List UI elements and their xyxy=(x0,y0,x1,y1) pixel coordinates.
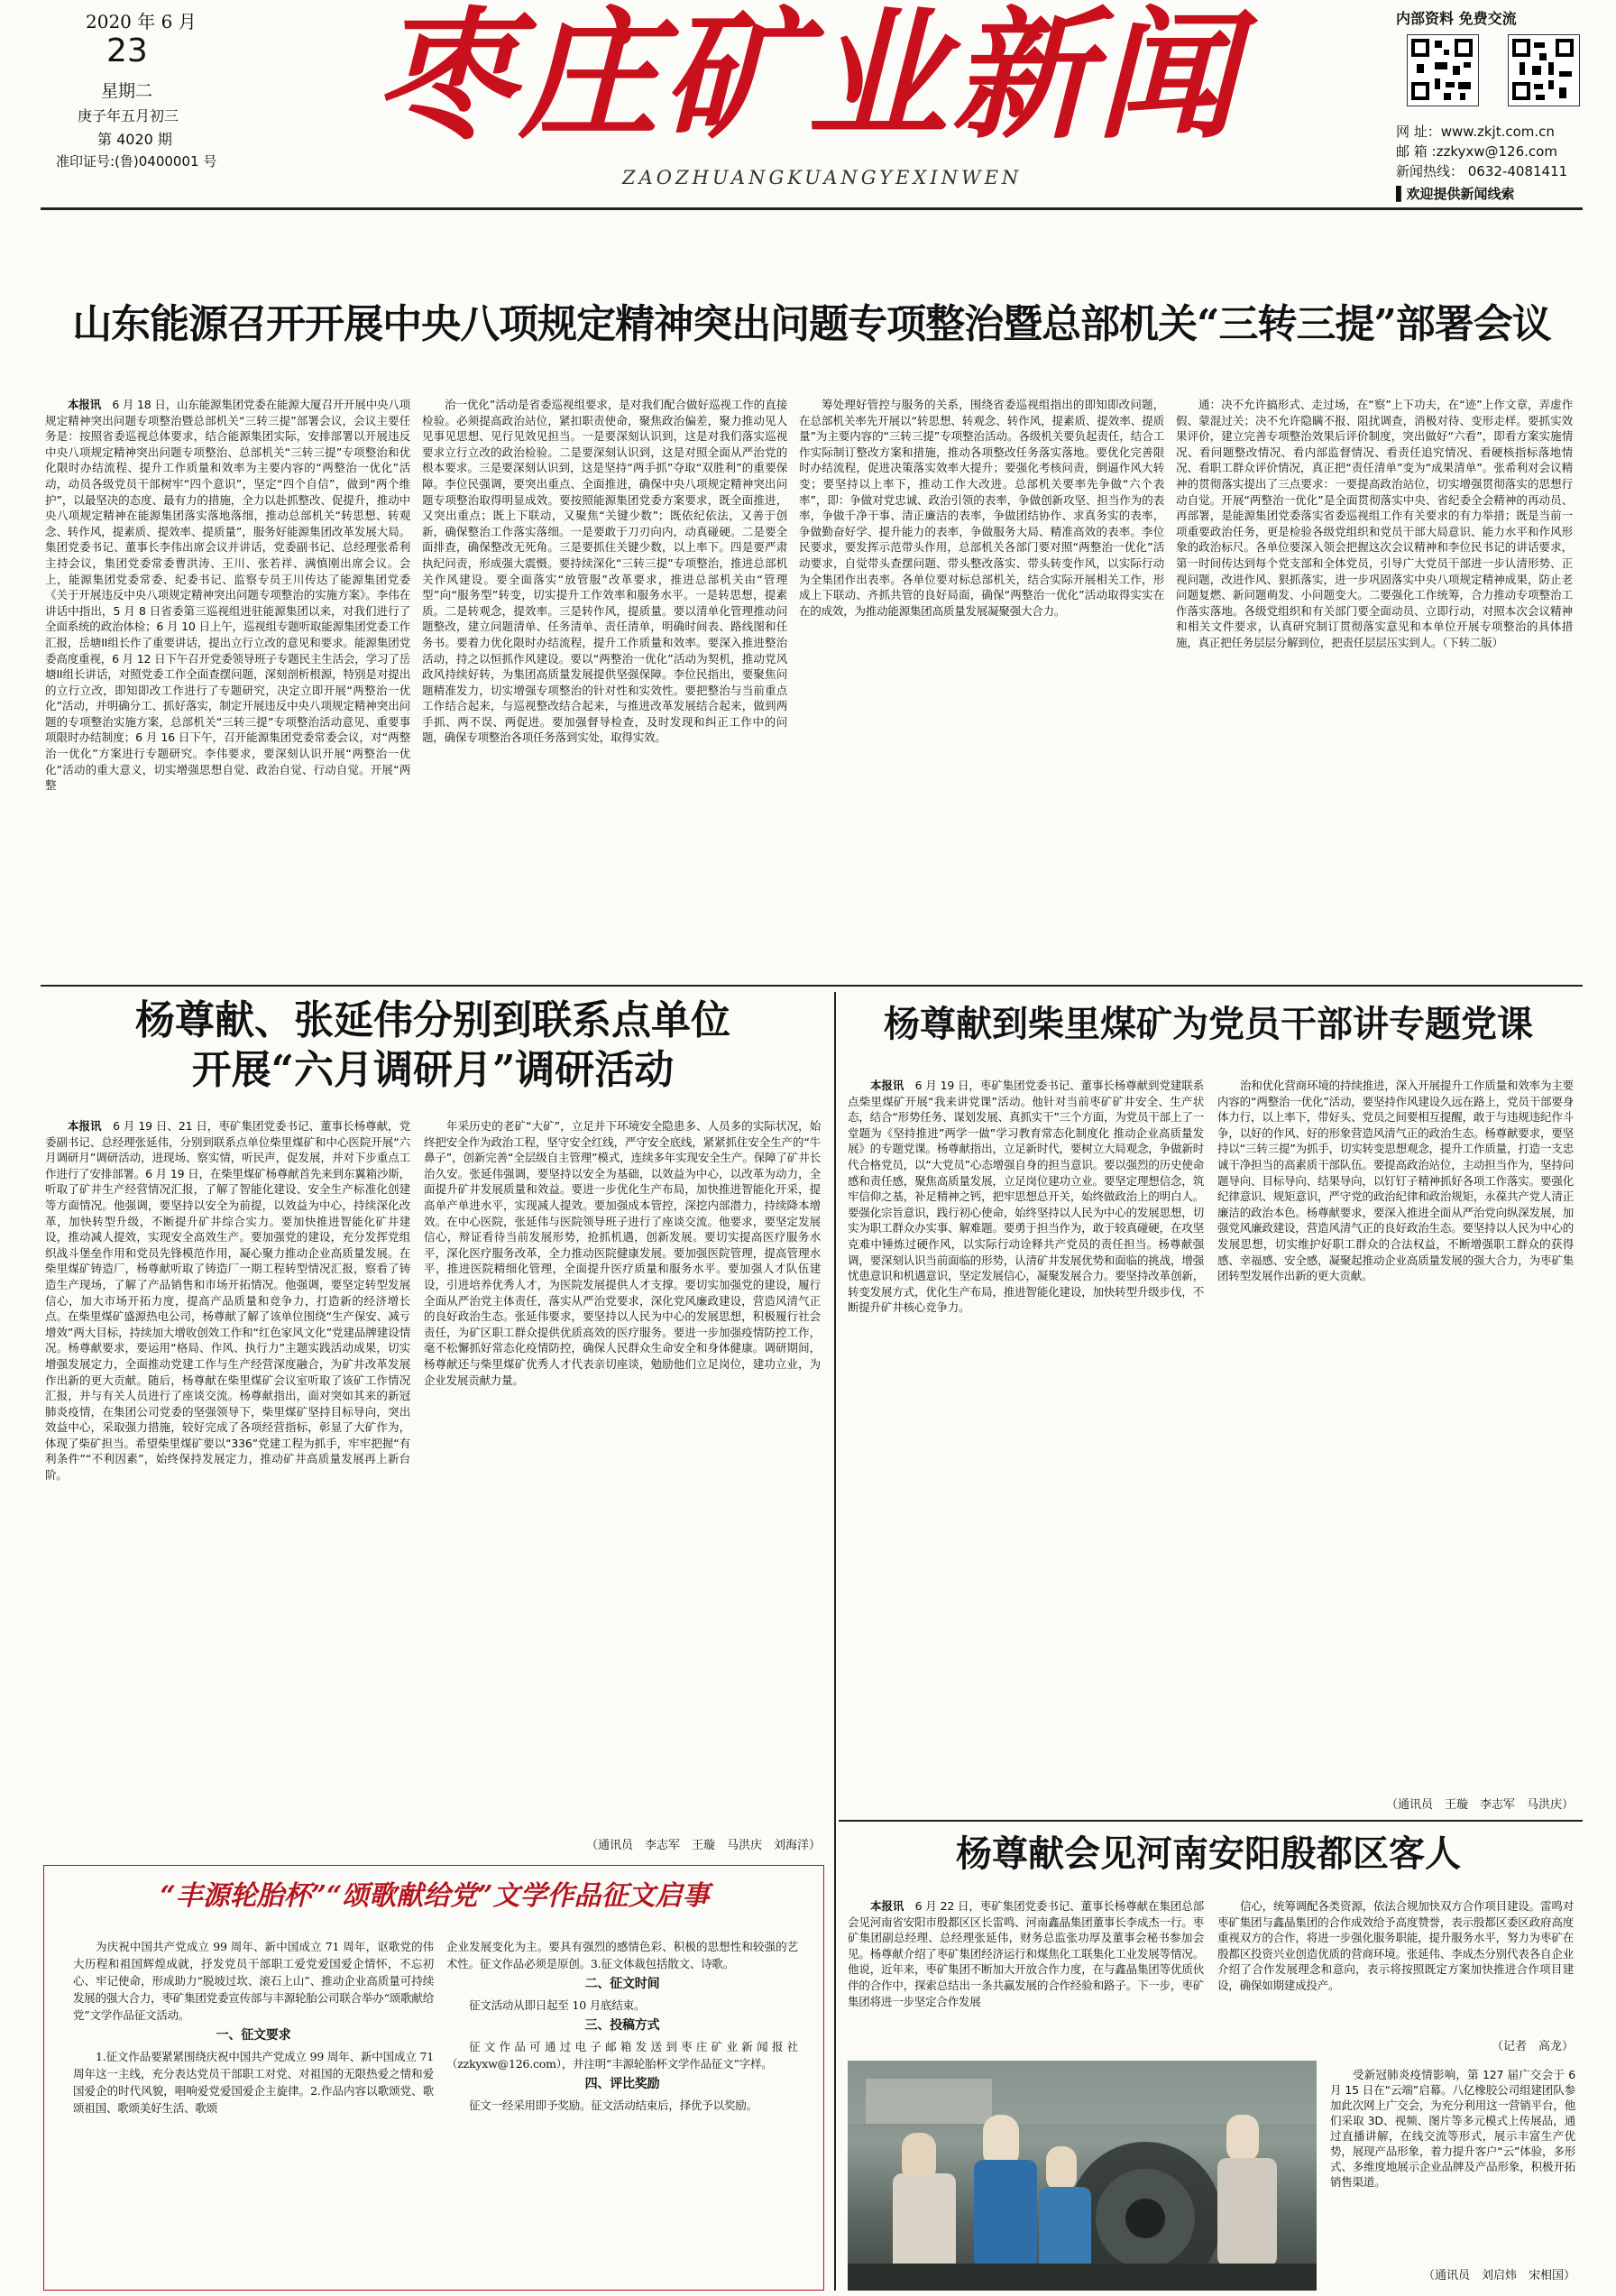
lead-text-4: 通：决不允许搞形式、走过场，在“察”上下功夫，在“迹”上作文章，弄虚作假、蒙混过关；决不允许隐瞒不报、阻扰调查，消极对待、变形走样。要抓实效果评价，建立完善专项整治效果后评价制度，突出做好“六看”，即看方案实施情况、看问题整改情况、看内部监督情况、看责任追究情况、看硬核指标落地情况、看职工群众评价情况，真正把“责任清单”变为“成果清单”。张希利对会议精神的贯彻落实提出了三点要求：一要提高政治站位，切实增强贯彻落实的思想行动自觉。开展“两整治一优化”是全面贯彻落实中央、省纪委全会精神的再动员、再部署，是能源集团党委落实省委巡视组工作有关要求的有力举措；既是当前一项重要政治任务，更是检验各级党组织和党员干部大局意识、能力水平和作风形象的政治标尺。各单位要深入领会把握这次会议精神和李位民书记的讲话要求，第一时间传达到每个党支部和全体党员，引导广大党员干部进一步认清形势、正视问题，改进作风、狠抓落实，进一步巩固落实中央八项规定精神成果，防止老问题复燃、新问题萌发、小问题变大。二要强化工作统筹，合力推动专项整治工作落实落地。各级党组织和有关部门要全面动员、立即行动，对照本次会议精神和相关文件要求，认真研究制订贯彻落实意见和本单位开展专项整治的具体措施，真正把任务层层分解到位，把责任层层压实到人。（下转二版） xyxy=(1176,398,1573,649)
contest-column-1 xyxy=(73,1938,434,2281)
contest-sec3-title: 三、投稿方式 xyxy=(584,2018,660,2033)
right2-column-2 xyxy=(1217,1898,1574,2034)
welcome-tips: ▌欢迎提供新闻线索 xyxy=(1396,186,1515,202)
right2-text-1: 6 月 22 日，枣矿集团党委书记、董事长杨尊献在集团总部会见河南省安阳市殷都区区长雷鸣、河南鑫晶集团董事长李成杰一行。枣矿集团副总经理、总经理张延伟，财务总监张功厚及董事会秘书参加会见。杨尊献介绍了枣矿集团经济运行和煤焦化工联集化工业发展等情况。他说，近年来，枣矿集团不断加大开放合作力度，在与鑫晶集团等优质伙伴的合作中，探索总结出一条共赢发展的合作经验和路子。下一步，枣矿集团将进一步坚定合作发展 xyxy=(848,1899,1204,2008)
lunar-date: 庚子年五月初三 xyxy=(78,107,179,124)
contest-sec3-body: 征文作品可通过电子邮箱发送到枣庄矿业新闻报社（zzkyxw@126.com），并注明“丰源轮胎杯文学作品征文”字样。 xyxy=(446,2040,798,2071)
left-headline-line2: 开展“六月调研月”调研活动 xyxy=(191,1047,675,1093)
contest-sec2-body: 征文活动从即日起至 10 月底结束。 xyxy=(469,1998,646,2012)
newspaper-title: 枣庄矿业新闻 xyxy=(374,0,1240,158)
contest-sec4-body: 征文一经采用即予奖励。征文活动结束后，择优予以奖励。 xyxy=(469,2099,758,2112)
website: 网 址：www.zkjt.com.cn xyxy=(1396,124,1555,140)
contest-title: “丰源轮胎杯”“颂歌献给党”文学作品征文启事 xyxy=(160,1880,710,1912)
left-text-1: 6 月 19 日、21 日，枣矿集团党委书记、董事长杨尊献，党委副书记、总经理张延伟，分别到联系点单位柴里煤矿和中心医院开展“六月调研月”调研活动，进现场、察实情，听民声，促发展，并对下步重点工作进行了安排部署。6 月 19 日，在柴里煤矿杨尊献首先来到东翼箱沙斯，听取了矿井生产经营情况汇报，了解了智能化建设、安全生产标准化创建等方面情况。他强调，要坚持以安全为前提，以效益为中心，持续深化改革，加快转型升级，不断提升矿井综合实力。要加快推进智能化矿井建设，推动减人提效，实现安全高效生产。要加强党的建设，充分发挥党组织战斗堡垒作用和党员先锋模范作用，凝心聚力推动企业高质量发展。在柴里煤矿铸造厂，杨尊献听取了铸造厂一期工程转型情况汇报，察看了铸造生产现场，了解了产品销售和市场开拓情况。他强调，要坚定转型发展信心，加大市场开拓力度，提高产品质量和竞争力，打造新的经济增长点。在柴里煤矿盛源热电公司，杨尊献了解了该单位围绕“生产保安、减亏增效”两大目标，持续加大增收创效工作和“红色家风文化”党建品牌建设情况。杨尊献要求，要运用“格局、作风、执行力”主题实践活动成果，切实增强发展定力，全面推动党建工作与生产经营深度融合，为矿井改革发展作出新的更大贡献。随后，杨尊献在柴里煤矿会议室听取了该矿工作情况汇报，并与有关人员进行了座谈交流。杨尊献指出，面对突如其来的新冠肺炎疫情，在集团公司党委的坚强领导下，柴里煤矿坚持目标导向，突出效益中心，采取强力措施，较好完成了各项经营指标，彰显了大矿作为，体现了柴矿担当。希望柴里煤矿要以“336”党建工程为抓手，牢牢把握“有利条件”“不利因素”，始终保持发展定力，推动矿井高质量发展再上新台阶。 xyxy=(45,1119,410,1483)
lead-headline: 山东能源召开开展中央八项规定精神突出问题专项整治暨总部机关“三转三提”部署会议 xyxy=(72,301,1551,347)
lead-bottom-rule xyxy=(41,985,1583,987)
photo-caption-text: 受新冠肺炎疫情影响，第 127 届广交会于 6 月 15 日在“云端”启幕。八亿橡胶公司组建团队参加此次网上广交会，为充分利用这一营销平台，他们采取 3D、视频、图片等多元模式上传展品，通过直播讲解，在线交流等形式，展示丰富生产优势，展现产品形象，着力提升客户“云”体验，多形式、多维度地展示企业品牌及产品形象，积极开拓销售渠道。 xyxy=(1330,2068,1575,2189)
contest-intro: 为庆祝中国共产党成立 99 周年、新中国成立 71 周年，讴歌党的伟大历程和祖国辉煌成就，抒发党员干部职工爱党爱国爱企情怀，不忘初心、牢记使命，形成助力“脱坡过坎、滚石上山”、推动企业高质量可持续发展的强大合力，枣矿集团党委宣传部与丰源轮胎公司联合举办“颂歌献给党”文学作品征文活动。 xyxy=(73,1940,434,2022)
right2-credit: （记者 高龙） xyxy=(1491,2040,1574,2053)
title-pinyin: ZAOZHUANGKUANGYEXINWEN xyxy=(622,167,1023,188)
right1-column-2 xyxy=(1217,1078,1574,1790)
email: 邮 箱 :zzkyxw@126.com xyxy=(1396,143,1557,160)
right1-text-1: 6 月 19 日，枣矿集团党委书记、董事长杨尊献到党建联系点柴里煤矿开展“我来讲党课”活动。他针对当前枣矿矿井安全、生产状态，结合“形势任务、谋划发展、真抓实干”三个方面，为党员干部上了一堂题为《坚持推进”两学一做”学习教育常态化制度化 推动企业高质量发展》的专题党课。杨尊献指出，立足新时代，要树立大局观念，争做新时代合格党员，以“大党员”心态增强自身的担当意识。要以强烈的历史使命感和责任感，聚焦高质量发展，立足岗位建功立业。要坚定理想信念，筑牢信仰之基，补足精神之钙，把牢思想总开关，始终做政治上的明白人。要强化宗旨意识，践行初心使命，始终坚持以人民为中心的发展思想，切实为职工群众办实事、解难题。要勇于担当作为，敢于较真碰硬，在攻坚克难中锤炼过硬作风，以实际行动诠释共产党员的责任担当。杨尊献强调，要深刻认识当前面临的形势，认清矿井发展优势和面临的挑战，增强忧患意识和机遇意识，坚定发展信心，凝聚发展合力。要坚持改革创新，转变发展方式，优化生产布局，推进智能化建设，加快转型升级步伐，不断提升矿井核心竞争力。 xyxy=(848,1079,1204,1315)
right1-credit: （通讯员 王璇 李志军 马洪庆） xyxy=(1385,1798,1574,1812)
lead-text-1: 6 月 18 日，山东能源集团党委在能源大厦召开开展中央八项规定精神突出问题专项整治暨总部机关“三转三提”部署会议，会议主要任务是：按照省委巡视总体要求，结合能源集团实际，安排部署以开展违反中央八项规定精神突出问题专项整治、总部机关“三转三提”专项整治和优化限时办结流程、提升工作质量和效率为主要内容的“两整治一优化”活动，动员各级党员干部树牢“四个意识”，坚定“四个自信”，做到“两个维护”，以最坚决的态度、最有力的措施，全力以赴抓整改、促提升，推动中央八项规定精神在能源集团落实落地落细，推动总部机关“转思想、转观念、转作风，提素质、提效率、提质量”，服务好能源集团改革发展大局。集团党委书记、董事长李伟出席会议并讲话，党委副书记、总经理张希利主持会议，集团党委常委曹洪涛、王川、张若祥、满慎刚出席会议。会上，能源集团党委常委、纪委书记、监察专员王川传达了能源集团党委《关于开展违反中央八项规定精神突出问题专项整治的实施方案》。李伟在讲话中指出，5 月 8 日省委第三巡视组进驻能源集团以来，对我们进行了全面系统的政治体检；6 月 10 日上午，巡视组专题听取能源集团党委工作汇报，岳塘II组长作了重要讲话，提出立行立改的意见和要求。能源集团党委高度重视，6 月 12 日下午召开党委领导班子专题民主生活会，学习了岳塘II组长讲话，对照党委工作全面查摆问题，深刻剖析根源，特别是对提出的立行立改，即知即改工作进行了专题研究，决定立即开展“两整治一优化”活动，并明确分工、抓好落实，制定开展违反中央八项规定精神突出问题的专项整治实施方案，总部机关“三转三提”专项整治活动意见、重要事项限时办结制度；6 月 16 日下午，召开能源集团党委常委会议，对“两整治一优化”方案进行专题研究。李伟要求，要深刻认识开展“两整治一优化”活动的重大意义，切实增强思想自觉、政治自觉、行动自觉。开展“两整 xyxy=(45,398,410,793)
factory-photo xyxy=(848,2061,1317,2291)
lead-column-4 xyxy=(1176,397,1573,969)
contest-notice xyxy=(43,1865,824,2291)
right2-byline: 本报讯 xyxy=(870,1899,904,1913)
contest-sec2-title: 二、征文时间 xyxy=(584,1977,660,1991)
lead-text-3: 筹处理好管控与服务的关系，围绕省委巡视组指出的即知即改问题，在总部机关率先开展以“转思想、转观念、转作风，提素质、提效率、提质量”为主要内容的“三转三提”专项整治活动。各级机关要负起责任，结合工作实际制订整改方案和措施，推动各项整改任务落实落地。要优化完善限时办结流程，促进决策落实效率大提升；要强化考核问责，倒逼作风大转变；要坚持以上率下，推动工作大改进。总部机关要率先争做“六个表率”，即：争做对党忠诚、政治引领的表率，争做创新攻坚、担当作为的表率，争做千净干事、清正廉洁的表率，争做团结协作、求真务实的表率，争做勤奋好学、提升能力的表率，争做服务大局、精准高效的表率。李位民要求，要发挥示范带头作用，总部机关各部门要对照“两整治一优化”活动要求，自觉带头查摆问题、带头整改落实、带头转变作风，以实际行动为全集团作出表率。各单位要对标总部机关，结合实际开展相关工作，形成上下联动、齐抓共管的良好局面，确保“两整治一优化”活动取得实实在在的成效，为推动能源集团高质量发展凝聚强大合力。 xyxy=(799,398,1164,618)
issue-number: 第 4020 期 xyxy=(97,131,172,148)
date-year-month: 2020 年 6 月 xyxy=(86,11,197,32)
lead-byline: 本报讯 xyxy=(68,398,102,411)
lead-column-1 xyxy=(45,397,410,969)
contest-sec1-cont: 企业发展变化为主。要具有强烈的感情色彩、积极的思想性和较强的艺术性。征文作品必须是原创。3.征文体裁包括散文、诗歌。 xyxy=(446,1940,798,1970)
contest-sec1-title: 一、征文要求 xyxy=(216,2028,291,2043)
right1-headline: 杨尊献到柴里煤矿为党员干部讲专题党课 xyxy=(884,1003,1533,1045)
contest-sec4-title: 四、评比奖励 xyxy=(584,2077,660,2091)
left-byline: 本报讯 xyxy=(68,1119,102,1133)
right1-text-2: 治和优化营商环境的持续推进，深入开展提升工作质量和效率为主要内容的“两整治一优化”活动，要坚持作风建设久远在路上，党员干部要身体力行，以上率下，带好头、党员之间要相互提醒，敢于与违规违纪作斗争，以好的作风、好的形象营造风清气正的政治生态。杨尊献要求，要坚持以“三转三提”为抓手，切实转变思想观念，提升工作质量，打造一支忠诚干净担当的高素质干部队伍。要提高政治站位，主动担当作为，坚持问题导向、目标导向、结果导向，以钉钉子精神抓好各项工作落实。要强化纪律意识、规矩意识，严守党的政治纪律和政治规矩，永葆共产党人清正廉洁的政治本色。杨尊献要求，要深入推进全面从严治党向纵深发展，加强党风廉政建设，营造风清气正的良好政治生态。要坚持以人民为中心的发展思想，切实维护好职工群众的合法权益，不断增强职工群众的获得感、幸福感、安全感，凝聚起推动企业高质量发展的强大合力，为枣矿集团转型发展作出新的更大贡献。 xyxy=(1217,1079,1574,1283)
date-day: 23 xyxy=(106,32,148,69)
weekday: 星期二 xyxy=(101,81,153,101)
right1-column-1 xyxy=(848,1078,1204,1813)
left-credit: （通讯员 李志军 王璇 马洪庆 刘海洋） xyxy=(585,1839,821,1852)
news-hotline: 新闻热线： 0632-4081411 xyxy=(1396,163,1568,179)
left-text-2: 年采历史的老矿“大矿”，立足并下环境安全隐患多、人员多的实际状况，始终把安全作为政治工程，坚守安全红线，严守安全底线，紧紧抓住安全生产的“牛鼻子”，创新完善“全层级自主管理”模式，连续多年实现安全生产。保障了矿井长治久安。张延伟强调，要坚持以安全为基础，以效益为中心，以改革为动力，全面提升矿井发展质量和效益。要进一步优化生产布局，加快推进智能化开采，提高单产单进水平，实现减人提效。要加强成本管控，深挖内部潜力，持续降本增效。在中心医院，张延伟与医院领导班子进行了座谈交流。他要求，要坚定发展信心，辩证看待当前发展形势，抢抓机遇，创新发展。要切实提高医疗服务水平，深化医疗服务改革，全力推动医院健康发展。要加强医院管理，提高管理水平，推进医院精细化管理，全面提升医疗质量和服务水平。要加强人才队伍建设，引进培养优秀人才，为医院发展提供人才支撑。要切实加强党的建设，履行全面从严治党主体责任，落实从严治党要求，深化党风廉政建设，营造风清气正的良好政治生态。张延伟要求，要坚持以人民为中心的发展思想，积极履行社会责任，为矿区职工群众提供优质高效的医疗服务。要进一步加强疫情防控工作，毫不松懈抓好常态化疫情防控，确保人民群众生命安全和身体健康。调研期间，杨尊献还与柴里煤矿优秀人才代表亲切座谈，勉励他们立足岗位，建功立业，为企业发展贡献力量。 xyxy=(424,1119,821,1387)
lead-column-3 xyxy=(799,397,1164,969)
right2-column-1 xyxy=(848,1898,1204,2056)
qr-code-wechat xyxy=(1407,34,1479,106)
contest-column-2 xyxy=(446,1938,798,2281)
right1-byline: 本报讯 xyxy=(870,1079,904,1092)
left-headline-line1: 杨尊献、张延伟分别到联系点单位 xyxy=(135,997,730,1043)
center-divider xyxy=(834,992,836,2291)
photo-caption xyxy=(1330,2067,1575,2261)
contest-sec1-body: 1.征文作品要紧紧围绕庆祝中国共产党成立 99 周年、新中国成立 71 周年这一主线，充分表达党员干部职工对党、对祖国的无限热爱之情和爱国爱企的时代风貌，唱响爱党爱国爱企主旋律。2.作品内容以歌颂党、歌颂祖国、歌颂美好生活、歌颂 xyxy=(73,2050,434,2115)
right2-headline: 杨尊献会见河南安阳殷都区客人 xyxy=(956,1832,1461,1875)
internal-notice: 内部资料 免费交流 xyxy=(1396,10,1517,27)
photo-credit: （通讯员 刘启炜 宋相国） xyxy=(1422,2269,1575,2282)
masthead-rule xyxy=(41,207,1583,210)
right2-text-2: 信心，统筹调配各类资源，依法合规加快双方合作项目建设。雷鸣对枣矿集团与鑫晶集团的合作成效给予高度赞誉，表示殷都区委区政府高度重视双方的合作，将进一步强化服务职能，提升服务水平，努力为枣矿在殷都区投资兴业创造优质的营商环境。张延伟、李成杰分别代表各自企业介绍了合作发展理念和意向，表示将按照既定方案加快推进合作项目建设，确保如期建成投产。 xyxy=(1217,1899,1574,1992)
right1-bottom-rule xyxy=(839,1820,1583,1822)
left-column-1 xyxy=(45,1118,410,1858)
lead-text-2: 治一优化”活动是省委巡视组要求，是对我们配合做好巡视工作的直接检验。必须提高政治站位，紧扣职责使命，聚焦政治偏差，聚力推动见人见事见思想、见行见效见担当。一是要深刻认识到，这是对我们落实巡视要求立行立改的政治检验。二是要深刻认识到，这是对照全面从严治党的根本要求。三是要深刻认识到，这是坚持“两手抓”夺取“双胜利”的重要保障。李位民强调，要突出重点、全面推进，确保中央八项规定精神突出问题专项整治取得明显成效。要按照能源集团党委方案要求，既全面推进，又突出重点；既上下联动，又聚焦“关键少数”；既依纪依法，又善于创新，确保整治工作落实落细。一是要敢于刀刃向内，动真碰硬。二是要全面排查，确保整改无死角。三是要抓住关键少数，以上率下。四是要严肃执纪问责，形成强大震慑。要持续深化“三转三提”专项整治，推进总部机关作风建设。要全面落实“放管服”改革要求，推进总部机关由“管理型”向“服务型”转变，切实提升工作效率和服务水平。一是转思想，提素质。二是转观念，提效率。三是转作风，提质量。要以清单化管理推动问题整改，建立问题清单、任务清单、责任清单，明确时间表、路线图和任务书。要着力优化限时办结流程，提升工作质量和效率。要深入推进整治活动，持之以恒抓作风建设。要以“两整治一优化”活动为契机，推动党风政风持续好转，为集团高质量发展提供坚强保障。李位民指出，要聚焦问题精准发力，切实增强专项整治的针对性和实效性。要把整治与当前重点工作结合起来，与巡视整改结合起来，与推进改革发展结合起来，做到两手抓、两不误、两促进。要加强督导检查，及时发现和纠正工作中的问题，确保专项整治各项任务落到实处，取得实效。 xyxy=(422,398,787,745)
lead-column-2 xyxy=(422,397,787,969)
left-column-2 xyxy=(424,1118,821,1831)
qr-code-app xyxy=(1508,34,1580,106)
print-permit: 准印证号:(鲁)0400001 号 xyxy=(56,153,217,170)
